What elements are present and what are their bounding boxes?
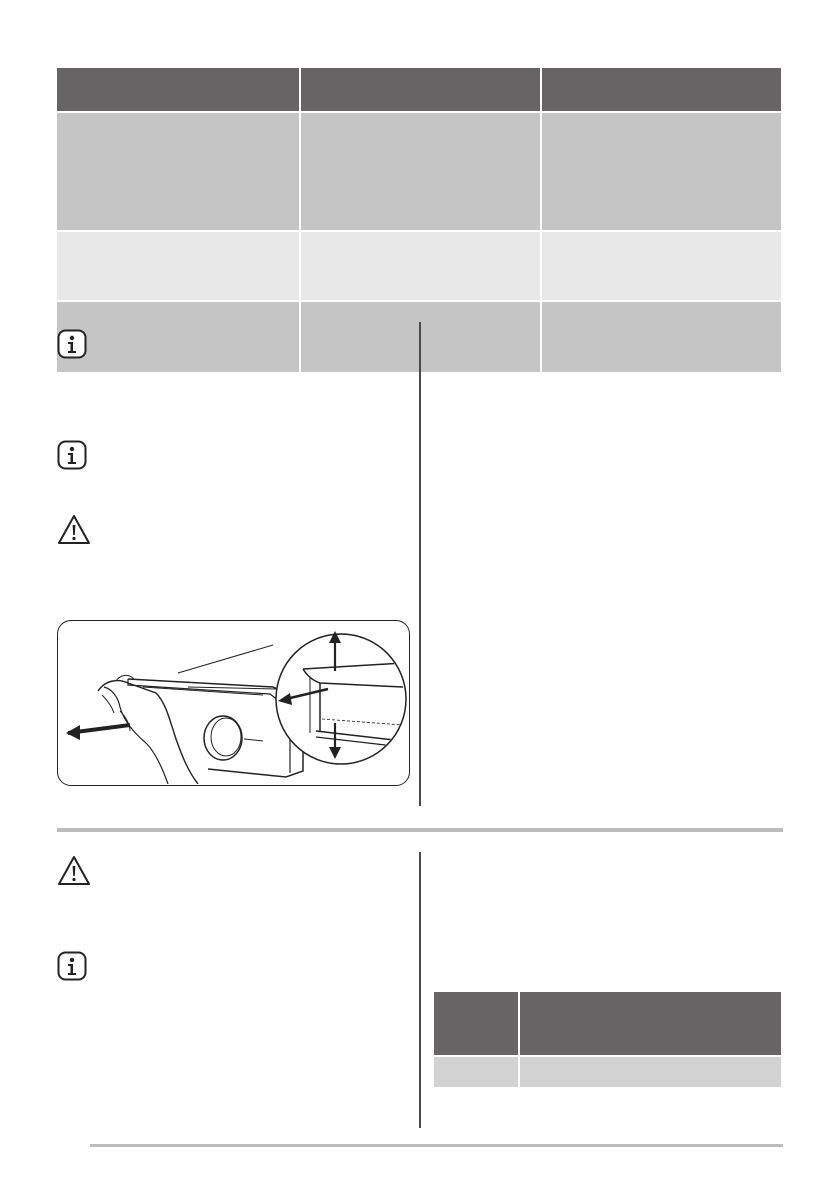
top-table-cell — [299, 113, 540, 230]
top-table-cell — [57, 302, 299, 372]
warning-icon — [57, 855, 91, 887]
top-table-cell — [57, 232, 299, 300]
small-table — [434, 992, 781, 1087]
small-table-row — [434, 1057, 781, 1087]
top-table-header-cell-1 — [57, 68, 299, 111]
top-table-cell — [57, 113, 299, 230]
top-table-row — [57, 232, 781, 300]
info-icon — [57, 951, 87, 981]
section-divider — [57, 828, 783, 832]
drawer-removal-illustration — [57, 620, 410, 786]
top-table — [57, 68, 781, 304]
column-rule — [419, 852, 421, 1128]
small-table-column-separator — [518, 992, 520, 1087]
top-table-cell — [540, 113, 781, 230]
top-table-cell — [540, 302, 781, 372]
top-table-cell — [540, 232, 781, 300]
top-table-cell — [299, 232, 540, 300]
info-icon — [57, 329, 87, 359]
warning-icon — [57, 514, 91, 546]
top-table-row — [57, 113, 781, 230]
top-table-header-row — [57, 68, 781, 111]
top-table-header-cell-3 — [540, 68, 781, 111]
small-table-header-row — [434, 992, 781, 1055]
top-table-header-cell-2 — [299, 68, 540, 111]
info-icon — [57, 440, 87, 470]
footer-divider — [90, 1144, 783, 1147]
column-rule — [419, 322, 421, 806]
